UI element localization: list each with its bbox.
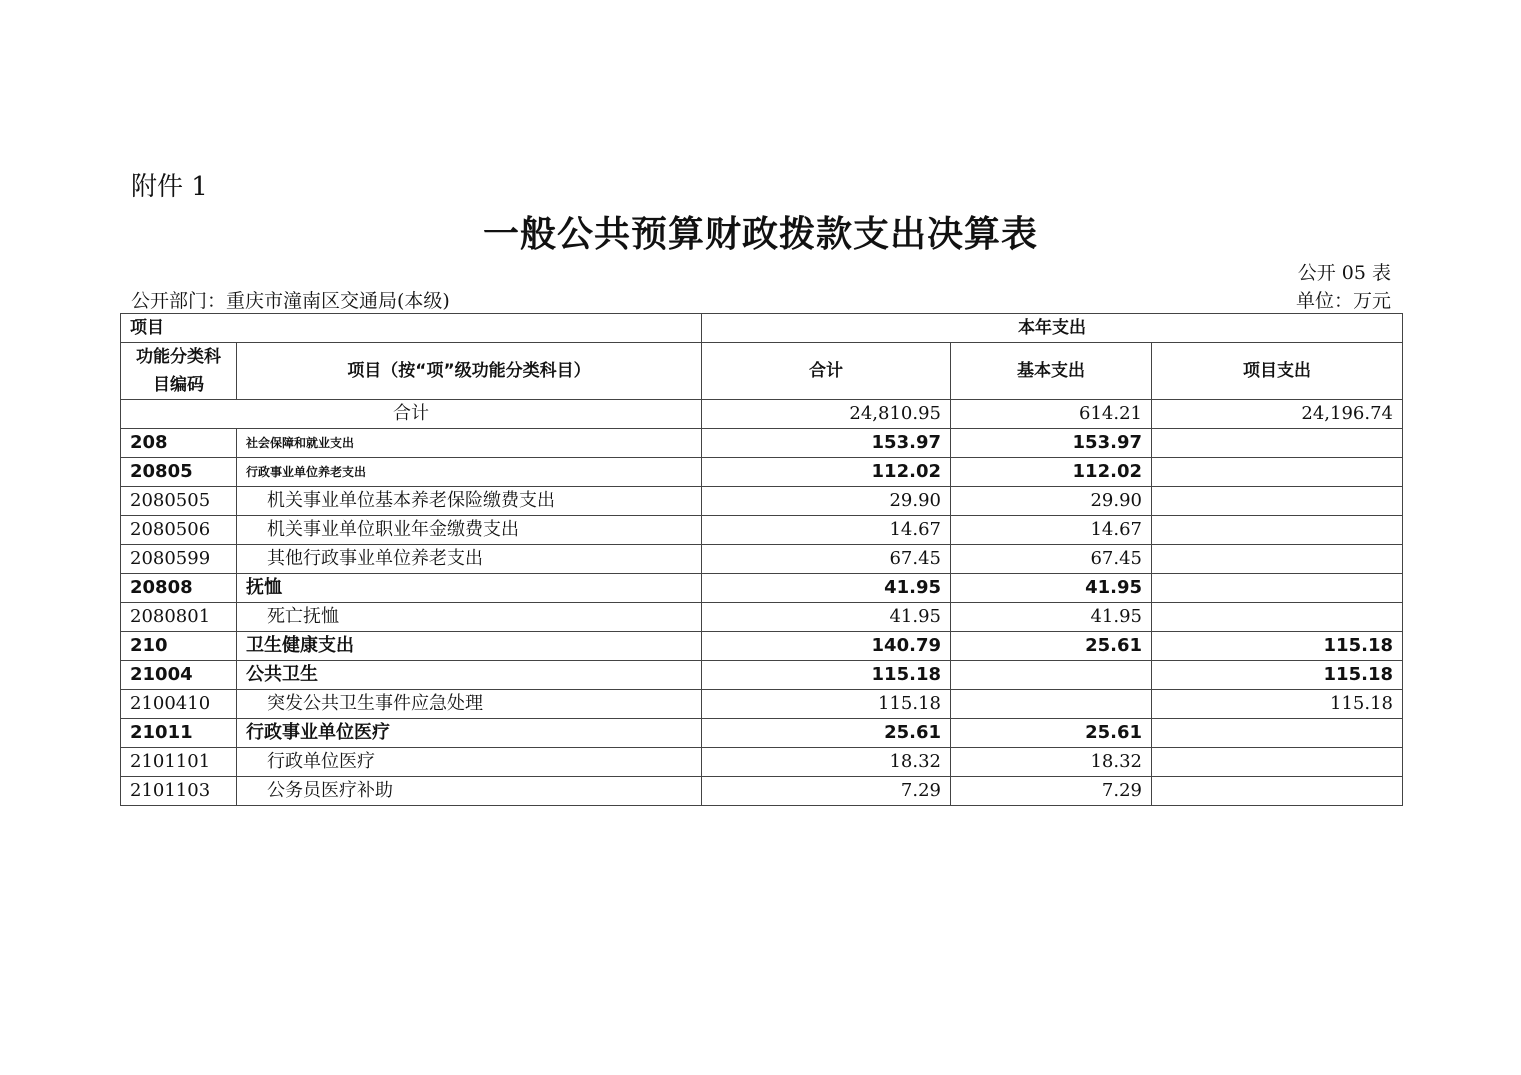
table-row <box>121 661 1403 690</box>
table-row <box>121 603 1403 632</box>
row-code: 2101101 <box>121 748 237 777</box>
table-row <box>121 777 1403 806</box>
row-code: 20805 <box>121 458 237 487</box>
row-basic: 153.97 <box>951 429 1152 458</box>
row-total: 153.97 <box>702 429 951 458</box>
header-code: 功能分类科目编码 <box>121 343 237 400</box>
row-code: 2080506 <box>121 516 237 545</box>
table-row <box>121 748 1403 777</box>
row-project: 115.18 <box>1152 661 1403 690</box>
row-total: 67.45 <box>702 545 951 574</box>
header-project: 项目 <box>121 314 702 343</box>
row-basic: 7.29 <box>951 777 1152 806</box>
expenditure-table <box>120 313 1403 806</box>
table-row <box>121 690 1403 719</box>
table-row <box>121 545 1403 574</box>
table-row <box>121 719 1403 748</box>
row-project <box>1152 719 1403 748</box>
row-project <box>1152 574 1403 603</box>
total-label: 合计 <box>121 400 702 429</box>
row-project <box>1152 429 1403 458</box>
row-code: 2080599 <box>121 545 237 574</box>
row-name: 机关事业单位基本养老保险缴费支出 <box>237 487 702 516</box>
row-code: 2080505 <box>121 487 237 516</box>
total-basic: 614.21 <box>951 400 1152 429</box>
table-row <box>121 632 1403 661</box>
row-project <box>1152 603 1403 632</box>
row-name: 其他行政事业单位养老支出 <box>237 545 702 574</box>
row-total: 115.18 <box>702 661 951 690</box>
row-name: 抚恤 <box>237 574 702 603</box>
header-basic: 基本支出 <box>951 343 1152 400</box>
row-total: 115.18 <box>702 690 951 719</box>
header-current-year: 本年支出 <box>702 314 1403 343</box>
row-name: 行政事业单位医疗 <box>237 719 702 748</box>
row-total: 7.29 <box>702 777 951 806</box>
row-project <box>1152 458 1403 487</box>
row-name: 卫生健康支出 <box>237 632 702 661</box>
row-total: 140.79 <box>702 632 951 661</box>
row-total: 41.95 <box>702 574 951 603</box>
row-project <box>1152 516 1403 545</box>
table-row <box>121 516 1403 545</box>
row-basic: 41.95 <box>951 603 1152 632</box>
page-title: 一般公共预算财政拨款支出决算表 <box>482 214 1038 255</box>
row-total: 41.95 <box>702 603 951 632</box>
total-project: 24,196.74 <box>1152 400 1403 429</box>
row-total: 25.61 <box>702 719 951 748</box>
header-total: 合计 <box>702 343 951 400</box>
row-code: 208 <box>121 429 237 458</box>
row-project <box>1152 777 1403 806</box>
table-number: 公开 05 表 <box>1297 262 1391 284</box>
row-code: 2100410 <box>121 690 237 719</box>
table-row <box>121 574 1403 603</box>
header-name: 项目（按“项”级功能分类科目） <box>237 343 702 400</box>
row-basic: 14.67 <box>951 516 1152 545</box>
row-name: 突发公共卫生事件应急处理 <box>237 690 702 719</box>
row-project <box>1152 545 1403 574</box>
row-project: 115.18 <box>1152 632 1403 661</box>
row-basic: 25.61 <box>951 719 1152 748</box>
row-basic: 112.02 <box>951 458 1152 487</box>
row-basic: 41.95 <box>951 574 1152 603</box>
row-code: 20808 <box>121 574 237 603</box>
row-code: 2101103 <box>121 777 237 806</box>
header-row-1 <box>121 314 1403 343</box>
row-project <box>1152 748 1403 777</box>
department-label: 公开部门：重庆市潼南区交通局(本级) <box>131 290 450 312</box>
row-name: 社会保障和就业支出 <box>237 429 702 458</box>
row-name: 行政单位医疗 <box>237 748 702 777</box>
row-name: 公务员医疗补助 <box>237 777 702 806</box>
row-project: 115.18 <box>1152 690 1403 719</box>
row-basic: 29.90 <box>951 487 1152 516</box>
header-project-expenditure: 项目支出 <box>1152 343 1403 400</box>
row-project <box>1152 487 1403 516</box>
row-basic <box>951 661 1152 690</box>
row-name: 公共卫生 <box>237 661 702 690</box>
header-row-2 <box>121 343 1403 400</box>
row-name: 行政事业单位养老支出 <box>237 458 702 487</box>
table-row <box>121 429 1403 458</box>
row-name: 机关事业单位职业年金缴费支出 <box>237 516 702 545</box>
row-total: 18.32 <box>702 748 951 777</box>
row-basic: 25.61 <box>951 632 1152 661</box>
row-code: 210 <box>121 632 237 661</box>
row-code: 21011 <box>121 719 237 748</box>
row-code: 21004 <box>121 661 237 690</box>
row-total: 112.02 <box>702 458 951 487</box>
row-total: 29.90 <box>702 487 951 516</box>
row-total: 14.67 <box>702 516 951 545</box>
row-basic <box>951 690 1152 719</box>
row-basic: 67.45 <box>951 545 1152 574</box>
total-row <box>121 400 1403 429</box>
row-code: 2080801 <box>121 603 237 632</box>
table-row <box>121 458 1403 487</box>
row-name: 死亡抚恤 <box>237 603 702 632</box>
table-row <box>121 487 1403 516</box>
unit-label: 单位：万元 <box>1295 290 1391 312</box>
total-total: 24,810.95 <box>702 400 951 429</box>
row-basic: 18.32 <box>951 748 1152 777</box>
attachment-label: 附件 1 <box>131 172 208 202</box>
